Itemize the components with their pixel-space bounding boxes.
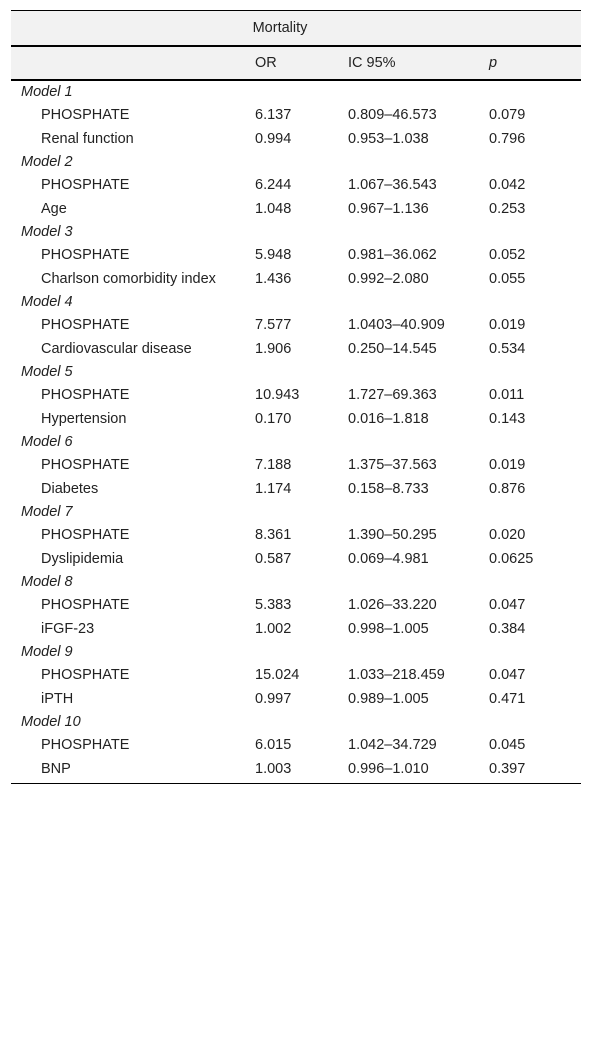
model-label: Model 2 xyxy=(21,154,73,170)
table-row xyxy=(11,593,581,617)
or-cell: 7.188 xyxy=(255,457,292,473)
variable-cell: PHOSPHATE xyxy=(41,177,130,193)
ci-cell: 1.067–36.543 xyxy=(348,177,437,193)
group-header-row xyxy=(11,11,581,47)
p-cell: 0.047 xyxy=(489,597,526,613)
p-cell: 0.0625 xyxy=(489,551,534,567)
table-row xyxy=(11,313,581,337)
or-cell: 5.948 xyxy=(255,247,292,263)
table-row xyxy=(11,127,581,151)
results-table-container xyxy=(11,10,581,784)
p-cell: 0.471 xyxy=(489,691,526,707)
or-cell: 10.943 xyxy=(255,387,300,403)
model-row xyxy=(11,361,581,383)
table-row xyxy=(11,757,581,784)
p-cell: 0.052 xyxy=(489,247,526,263)
header-blank-cell xyxy=(11,11,255,47)
ci-cell: 0.069–4.981 xyxy=(348,551,429,567)
column-header-p: p xyxy=(489,46,581,80)
variable-cell: Dyslipidemia xyxy=(41,551,124,567)
ci-cell: 1.026–33.220 xyxy=(348,597,437,613)
or-cell: 1.003 xyxy=(255,757,348,784)
ci-cell: 0.250–14.545 xyxy=(348,341,437,357)
table-row xyxy=(11,243,581,267)
table-row xyxy=(11,453,581,477)
ci-cell: 0.989–1.005 xyxy=(348,691,429,707)
column-header-or: OR xyxy=(255,46,348,80)
model-label: Model 6 xyxy=(21,434,73,450)
or-cell: 0.994 xyxy=(255,131,292,147)
ci-cell: 1.0403–40.909 xyxy=(348,317,445,333)
or-cell: 0.170 xyxy=(255,411,292,427)
variable-cell: PHOSPHATE xyxy=(41,527,130,543)
or-cell: 6.137 xyxy=(255,107,292,123)
ci-cell: 1.390–50.295 xyxy=(348,527,437,543)
variable-cell: Renal function xyxy=(41,131,134,147)
table-row xyxy=(11,547,581,571)
table-row xyxy=(11,617,581,641)
p-cell: 0.143 xyxy=(489,411,526,427)
model-label: Model 4 xyxy=(21,294,73,310)
variable-cell: PHOSPHATE xyxy=(41,107,130,123)
model-row xyxy=(11,221,581,243)
ci-cell: 0.996–1.010 xyxy=(348,757,489,784)
model-row xyxy=(11,711,581,733)
or-cell: 8.361 xyxy=(255,527,292,543)
ci-cell: 0.809–46.573 xyxy=(348,107,437,123)
p-cell: 0.045 xyxy=(489,737,526,753)
table-row xyxy=(11,103,581,127)
p-cell: 0.011 xyxy=(489,387,525,403)
ci-cell: 0.967–1.136 xyxy=(348,201,429,217)
variable-cell: Charlson comorbidity index xyxy=(41,271,216,287)
table-row xyxy=(11,383,581,407)
model-label: Model 9 xyxy=(21,644,73,660)
table-row xyxy=(11,173,581,197)
p-cell: 0.253 xyxy=(489,201,526,217)
model-label: Model 1 xyxy=(21,84,73,100)
p-cell: 0.384 xyxy=(489,621,526,637)
p-cell: 0.796 xyxy=(489,131,526,147)
variable-cell: Diabetes xyxy=(41,481,99,497)
variable-cell: BNP xyxy=(11,757,255,784)
mortality-header xyxy=(252,11,581,47)
p-cell: 0.042 xyxy=(489,177,526,193)
model-label: Model 5 xyxy=(21,364,73,380)
ci-cell: 0.992–2.080 xyxy=(348,271,429,287)
variable-cell: PHOSPHATE xyxy=(41,247,130,263)
model-row xyxy=(11,80,581,103)
or-cell: 1.174 xyxy=(255,481,292,497)
variable-cell: Hypertension xyxy=(41,411,127,427)
p-cell: 0.397 xyxy=(489,757,581,784)
or-cell: 6.015 xyxy=(255,737,292,753)
model-row xyxy=(11,151,581,173)
model-row xyxy=(11,641,581,663)
model-label: Model 3 xyxy=(21,224,73,240)
table-body xyxy=(11,80,581,784)
or-cell: 1.906 xyxy=(255,341,292,357)
or-cell: 0.997 xyxy=(255,691,292,707)
variable-cell: PHOSPHATE xyxy=(41,387,130,403)
column-header-row xyxy=(11,46,581,80)
variable-cell: PHOSPHATE xyxy=(41,597,130,613)
variable-cell: Cardiovascular disease xyxy=(41,341,192,357)
variable-cell: iPTH xyxy=(41,691,74,707)
or-cell: 1.436 xyxy=(255,271,292,287)
or-cell: 15.024 xyxy=(255,667,300,683)
mortality-header-label: Mortality xyxy=(252,20,308,36)
p-cell: 0.019 xyxy=(489,317,526,333)
ci-cell: 1.042–34.729 xyxy=(348,737,437,753)
table-row xyxy=(11,267,581,291)
or-cell: 6.244 xyxy=(255,177,292,193)
p-cell: 0.047 xyxy=(489,667,526,683)
p-cell: 0.876 xyxy=(489,481,526,497)
ci-cell: 0.016–1.818 xyxy=(348,411,429,427)
table-row xyxy=(11,477,581,501)
ci-cell: 1.375–37.563 xyxy=(348,457,437,473)
variable-cell: PHOSPHATE xyxy=(41,317,130,333)
table-row xyxy=(11,337,581,361)
model-row xyxy=(11,571,581,593)
table-row xyxy=(11,663,581,687)
table-row xyxy=(11,733,581,757)
or-cell: 1.002 xyxy=(255,621,292,637)
model-label: Model 7 xyxy=(21,504,73,520)
p-cell: 0.055 xyxy=(489,271,526,287)
model-label: Model 10 xyxy=(21,714,81,730)
table-row xyxy=(11,687,581,711)
p-cell: 0.534 xyxy=(489,341,526,357)
p-cell: 0.019 xyxy=(489,457,526,473)
ci-cell: 0.981–36.062 xyxy=(348,247,437,263)
or-cell: 5.383 xyxy=(255,597,292,613)
header-variable-cell xyxy=(11,46,255,80)
model-row xyxy=(11,501,581,523)
model-row xyxy=(11,431,581,453)
model-row xyxy=(11,291,581,313)
ci-cell: 1.727–69.363 xyxy=(348,387,437,403)
ci-cell: 0.953–1.038 xyxy=(348,131,429,147)
or-cell: 1.048 xyxy=(255,201,292,217)
table-row xyxy=(11,407,581,431)
or-cell: 7.577 xyxy=(255,317,292,333)
table-header xyxy=(11,11,581,81)
variable-cell: PHOSPHATE xyxy=(41,667,130,683)
or-cell: 0.587 xyxy=(255,551,292,567)
mortality-regression-table xyxy=(11,10,581,784)
variable-cell: iFGF-23 xyxy=(41,621,95,637)
ci-cell: 0.158–8.733 xyxy=(348,481,429,497)
variable-cell: PHOSPHATE xyxy=(41,737,130,753)
column-header-ci: IC 95% xyxy=(348,46,489,80)
table-row xyxy=(11,523,581,547)
table-row xyxy=(11,197,581,221)
variable-cell: Age xyxy=(41,201,67,217)
ci-cell: 1.033–218.459 xyxy=(348,667,445,683)
p-cell: 0.020 xyxy=(489,527,526,543)
p-cell: 0.079 xyxy=(489,107,526,123)
variable-cell: PHOSPHATE xyxy=(41,457,130,473)
ci-cell: 0.998–1.005 xyxy=(348,621,429,637)
model-label: Model 8 xyxy=(21,574,73,590)
